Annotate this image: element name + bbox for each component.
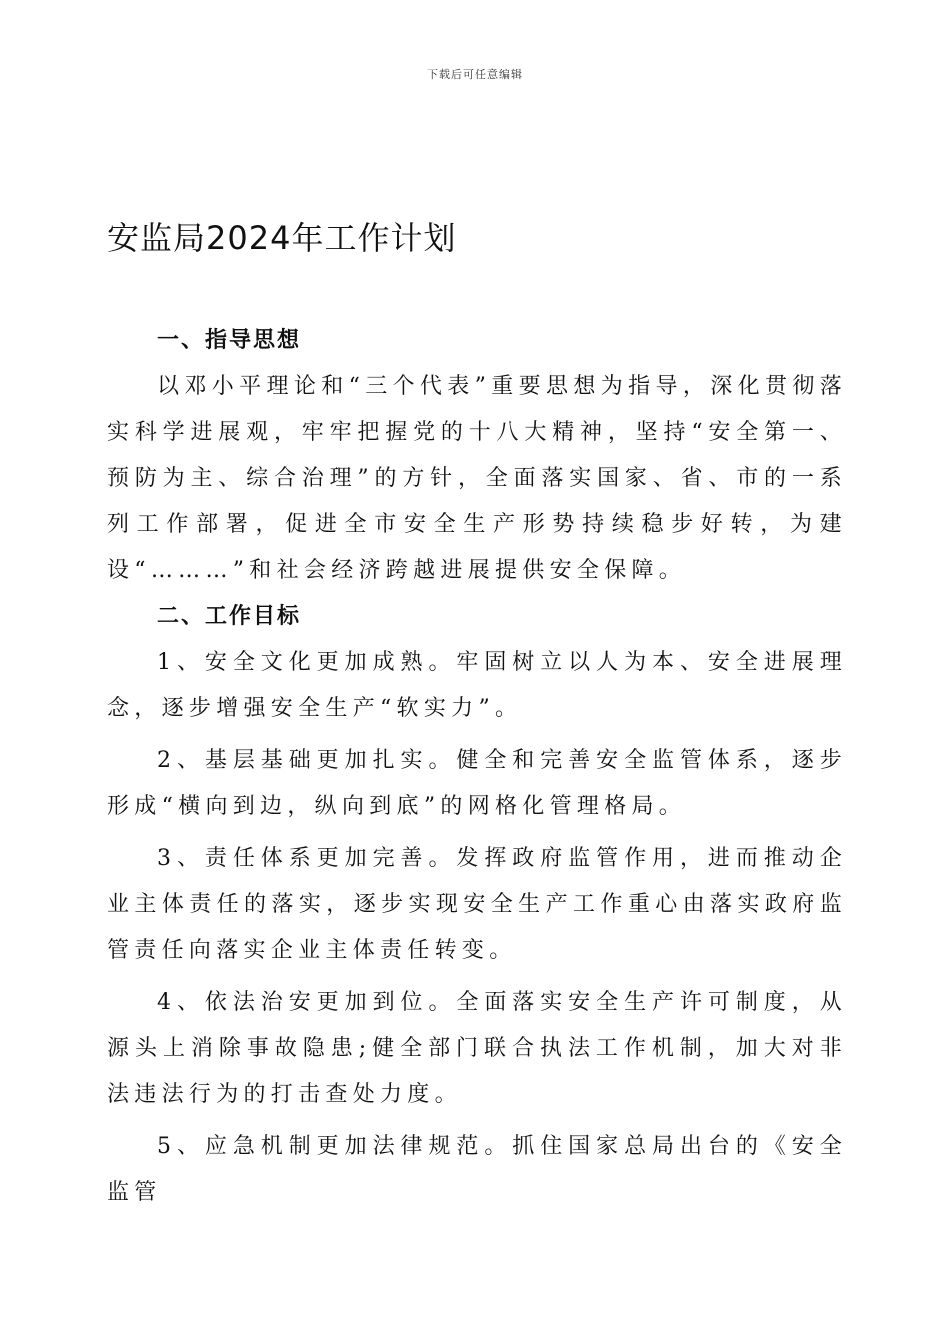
paragraph-goal-1: 1、安全文化更加成熟。牢固树立以人为本、安全进展理念，逐步增强安全生产“软实力”。 [107,650,847,721]
document-title: 安监局2024年工作计划 [107,219,457,257]
paragraph-goal-4: 4、依法治安更加到位。全面落实安全生产许可制度，从源头上消除事故隐患;健全部门联合执法工作机制，加大对非法违法行为的打击查处力度。 [107,990,847,1107]
section-heading-work-goals: 二、工作目标 [157,604,302,629]
paragraph-goal-3: 3、责任体系更加完善。发挥政府监管作用，进而推动企业主体责任的落实，逐步实现安全生产工作重心由落实政府监管责任向落实企业主体责任转变。 [107,846,847,963]
paragraph-goal-2: 2、基层基础更加扎实。健全和完善安全监管体系，逐步形成“横向到边，纵向到底”的网格化管理格局。 [107,748,847,819]
section-heading-guiding-ideology: 一、指导思想 [157,328,302,353]
header-note: 下载后可任意编辑 [427,68,523,81]
paragraph-goal-5: 5、应急机制更加法律规范。抓住国家总局出台的《安全监管 [107,1134,847,1205]
paragraph-guiding-ideology: 以邓小平理论和“三个代表”重要思想为指导，深化贯彻落实科学进展观，牢牢把握党的十八大精神，坚持“安全第一、预防为主、综合治理”的方针，全面落实国家、省、市的一系列工作部署，促进全市安全生产形势持续稳步好转，为建设“………”和社会经济跨越进展提供安全保障。 [107,374,847,583]
document-body [107,318,847,1216]
